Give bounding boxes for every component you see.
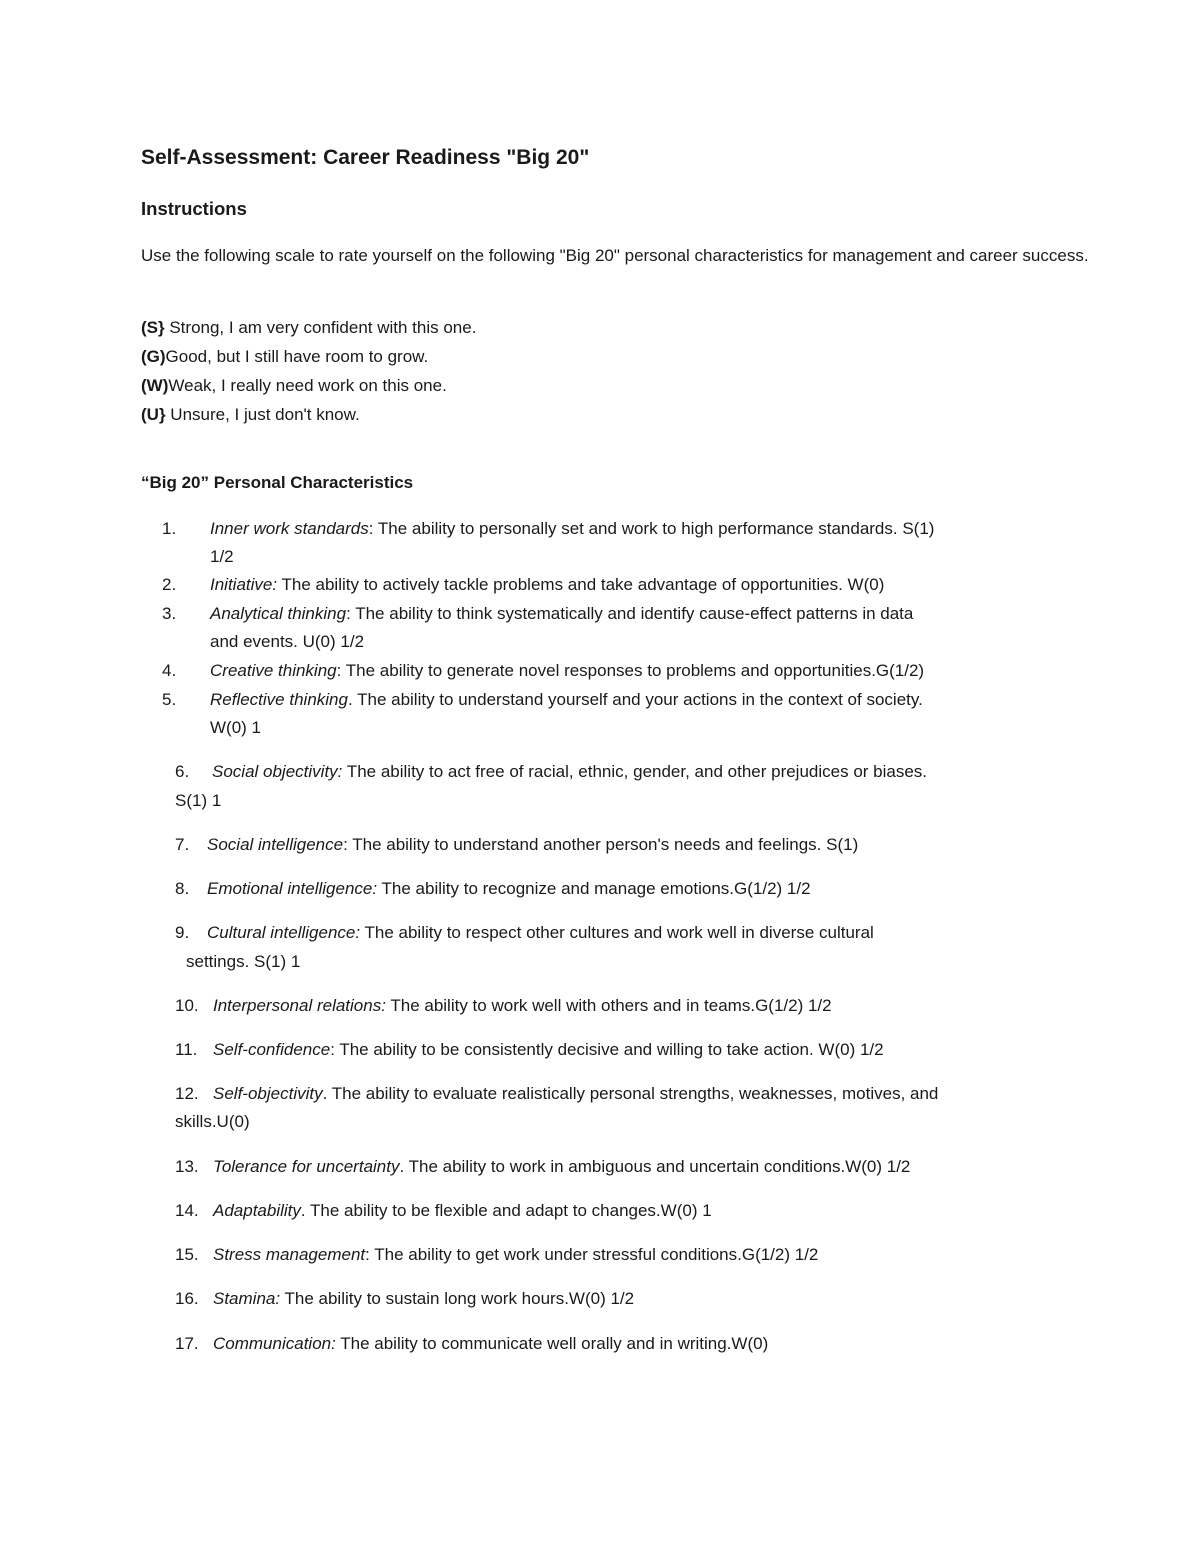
- item-term: Tolerance for uncertainty: [213, 1157, 400, 1176]
- item-term: Self-confidence: [213, 1040, 331, 1059]
- scale-text: Strong, I am very confident with this one.: [164, 318, 477, 337]
- item-text: The ability to work well with others and in teams.G(1/2) 1/2: [385, 996, 832, 1015]
- item-term: Stress management: [213, 1245, 366, 1264]
- item-continuation: 1/2: [210, 547, 234, 566]
- item-text: . The ability to understand yourself and your actions in the context of society.: [347, 690, 923, 709]
- item-text: : The ability to personally set and work to high performance standards. S(1): [368, 519, 935, 538]
- scale-code: (G): [141, 347, 166, 366]
- document-title: Self-Assessment: Career Readiness "Big 20": [141, 146, 590, 169]
- scale-code: (W): [141, 376, 169, 395]
- list-item: [207, 875, 811, 903]
- item-number: 13.: [175, 1157, 199, 1176]
- item-number: 12.: [175, 1084, 199, 1103]
- item-text: The ability to respect other cultures and work well in diverse cultural: [360, 923, 874, 942]
- section-heading: “Big 20” Personal Characteristics: [141, 473, 414, 492]
- item-term: Self-objectivity: [213, 1084, 323, 1103]
- item-number: 9.: [175, 923, 190, 942]
- list-item: [213, 992, 832, 1020]
- item-number: 17.: [175, 1334, 199, 1353]
- item-term: Stamina:: [213, 1289, 281, 1308]
- item-number: 11.: [175, 1040, 198, 1059]
- scale-text: Weak, I really need work on this one.: [168, 376, 447, 395]
- scale-code: (S}: [141, 318, 165, 337]
- scale-row-weak: [141, 371, 476, 400]
- list-item: [210, 657, 924, 685]
- item-term: Social intelligence: [207, 835, 344, 854]
- item-number: 4.: [162, 661, 177, 680]
- item-number: 5.: [162, 690, 177, 709]
- item-text: : The ability to generate novel responses to problems and opportunities.G(1/2): [336, 661, 925, 680]
- item-continuation: and events. U(0) 1/2: [210, 632, 365, 651]
- item-text: : The ability to be consistently decisive and willing to take action. W(0) 1/2: [330, 1040, 884, 1059]
- scale-text: Unsure, I just don't know.: [165, 405, 360, 424]
- item-text: . The ability to be flexible and adapt to changes.W(0) 1: [300, 1201, 712, 1220]
- list-item: [210, 571, 884, 599]
- item-number: 1.: [162, 519, 177, 538]
- scale-row-good: [141, 342, 476, 371]
- item-term: Emotional intelligence:: [207, 879, 378, 898]
- item-text: The ability to sustain long work hours.W(0) 1/2: [280, 1289, 635, 1308]
- instructions-heading: Instructions: [141, 198, 247, 219]
- item-continuation: S(1) 1: [175, 791, 222, 810]
- list-item: [213, 1285, 634, 1313]
- list-item: [213, 1153, 910, 1181]
- item-term: Interpersonal relations:: [213, 996, 386, 1015]
- item-term: Adaptability: [213, 1201, 301, 1220]
- list-item: [210, 515, 934, 543]
- item-number: 8.: [175, 879, 190, 898]
- item-number: 14.: [175, 1201, 199, 1220]
- list-item: [207, 831, 858, 859]
- item-continuation: W(0) 1: [210, 718, 261, 737]
- item-text: : The ability to think systematically and identify cause-effect patterns in data: [346, 604, 914, 623]
- list-item: [212, 758, 927, 786]
- scale-code: (U}: [141, 405, 166, 424]
- item-number: 3.: [162, 604, 177, 623]
- item-text: . The ability to evaluate realistically personal strengths, weaknesses, motives, and: [322, 1084, 939, 1103]
- list-item: [210, 600, 913, 628]
- item-term: Social objectivity:: [212, 762, 343, 781]
- item-text: The ability to actively tackle problems and take advantage of opportunities. W(0): [277, 575, 885, 594]
- item-number: 6.: [175, 762, 190, 781]
- item-text: The ability to recognize and manage emotions.G(1/2) 1/2: [377, 879, 811, 898]
- scale-text: Good, but I still have room to grow.: [165, 347, 429, 366]
- item-text: : The ability to understand another person's needs and feelings. S(1): [343, 835, 859, 854]
- item-number: 2.: [162, 575, 177, 594]
- list-item: [213, 1036, 884, 1064]
- list-item: [213, 1330, 768, 1358]
- item-term: Creative thinking: [210, 661, 337, 680]
- item-text: . The ability to work in ambiguous and uncertain conditions.W(0) 1/2: [399, 1157, 911, 1176]
- item-term: Analytical thinking: [210, 604, 347, 623]
- scale-row-strong: [141, 313, 476, 342]
- item-term: Cultural intelligence:: [207, 923, 361, 942]
- item-text: : The ability to get work under stressful conditions.G(1/2) 1/2: [365, 1245, 819, 1264]
- item-term: Reflective thinking: [210, 690, 348, 709]
- item-term: Inner work standards: [210, 519, 369, 538]
- item-term: Communication:: [213, 1334, 336, 1353]
- item-number: 15.: [175, 1245, 199, 1264]
- item-text: The ability to communicate well orally and in writing.W(0): [335, 1334, 769, 1353]
- item-continuation: skills.U(0): [175, 1112, 250, 1131]
- list-item: [207, 919, 874, 947]
- list-item: [213, 1241, 818, 1269]
- item-text: The ability to act free of racial, ethnic, gender, and other prejudices or biases.: [342, 762, 928, 781]
- list-item: [213, 1197, 712, 1225]
- list-item: [210, 686, 923, 714]
- item-number: 10.: [175, 996, 199, 1015]
- item-number: 7.: [175, 835, 190, 854]
- rating-scale: [141, 313, 476, 429]
- item-continuation: settings. S(1) 1: [186, 952, 301, 971]
- item-number: 16.: [175, 1289, 199, 1308]
- instructions-text: Use the following scale to rate yourself on the following "Big 20" personal characteristics for management and career success.: [141, 246, 1089, 265]
- list-item: [213, 1080, 938, 1108]
- item-term: Initiative:: [210, 575, 278, 594]
- scale-row-unsure: [141, 400, 476, 429]
